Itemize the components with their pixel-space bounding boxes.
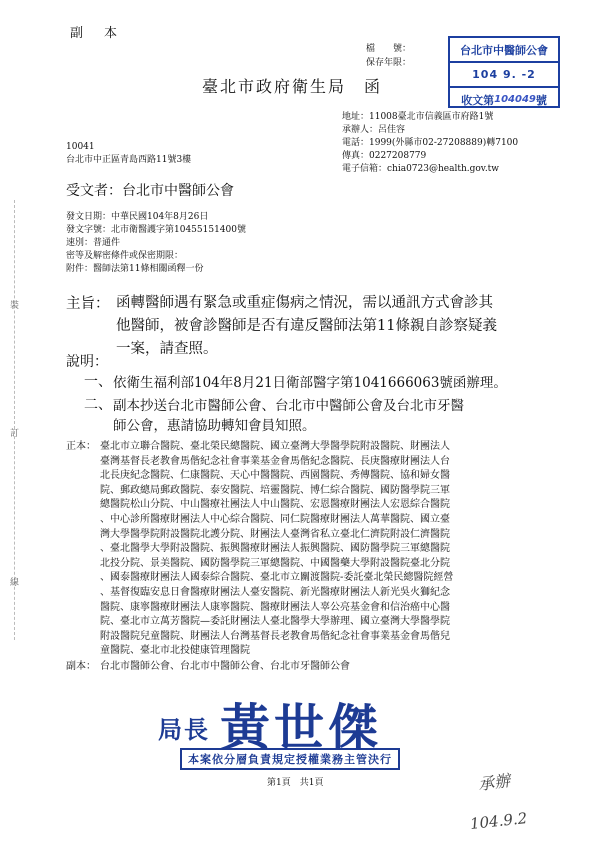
handwritten-note-approve: 承辦 <box>476 770 512 795</box>
binding-mark-middle: 訂 <box>10 429 20 439</box>
recipient-addr: 台北市中正區青島西路11號3樓 <box>66 155 192 165</box>
secrecy: 密等及解密條件或保密期限： <box>66 251 184 261</box>
main-recipient-line: 北長庚紀念醫院、仁康醫院、天心中醫醫院、西園醫院、秀傳醫院、協和婦女醫 <box>100 470 450 482</box>
director-title: 局長 <box>158 715 210 744</box>
sender-handler: 承辦人：呂佳容 <box>342 125 406 135</box>
main-recipient-line: 北投分院、景美醫院、國防醫學院三軍總醫院、中國醫藥大學附設醫院臺北分院 <box>100 557 450 569</box>
handwritten-note-date: 104.9.2 <box>469 809 529 833</box>
issue-date: 發文日期：中華民國104年8月26日 <box>66 212 209 222</box>
main-recipients-list <box>100 440 453 659</box>
receipt-suffix: 號 <box>535 93 547 107</box>
receipt-handwritten-number: 104049 <box>494 94 536 105</box>
sender-email: 電子信箱：chia0723@health.gov.tw <box>342 164 500 174</box>
explanation-item1-num: 一、 <box>84 374 112 390</box>
main-recipient-line: 灣大學醫學院附設醫院北護分院、財團法人臺灣省私立臺北仁濟院附設仁濟醫院 <box>100 528 450 540</box>
receipt-stamp-org: 台北市中醫師公會 <box>450 38 558 63</box>
authority-stamp: 本案依分層負責規定授權業務主管決行 <box>180 748 400 770</box>
subject-label: 主旨： <box>66 296 110 312</box>
main-recipient-line: 院、臺北市立萬芳醫院—委託財團法人臺北醫學大學辦理、國立臺灣大學醫學院 <box>100 616 450 628</box>
receipt-stamp-date: 104 9. -2 <box>450 63 558 88</box>
explanation-item2-line1: 副本抄送台北市醫師公會、台北市中醫師公會及台北市牙醫 <box>113 398 464 414</box>
main-recipient-line: 、中心診所醫療財團法人中心綜合醫院、同仁院醫療財團法人萬華醫院、國立臺 <box>100 513 450 525</box>
subject-body <box>116 292 497 361</box>
page-footer: 第1頁 共1頁 <box>267 778 324 788</box>
recipient-zip: 10041 <box>66 142 95 152</box>
file-number-label: 檔 號： <box>366 44 412 54</box>
explanation-item2-line2: 師公會，惠請協助轉知會員知照。 <box>113 418 316 434</box>
sender-address: 地址：11008臺北市信義區市府路1號 <box>342 112 494 122</box>
main-recipient-line: 臺灣基督長老教會馬偕紀念社會事業基金會馬偕紀念醫院、長庚醫療財團法人台 <box>100 455 450 467</box>
sender-phone: 電話：1999(外縣市02-27208889)轉7100 <box>342 138 519 148</box>
main-recipient-line: 附設醫院兒童醫院、財團法人台灣基督長老教會馬偕紀念社會事業基金會馬偕兒 <box>100 630 450 642</box>
main-recipient-line: 醫院、康寧醫療財團法人康寧醫院、醫療財團法人辜公亮基金會和信治癌中心醫 <box>100 601 450 613</box>
binding-mark-top: 裝 <box>10 301 20 311</box>
subject-line-1: 函轉醫師遇有緊急或重症傷病之情況，需以通訊方式會診其 <box>116 295 493 311</box>
receipt-stamp-number <box>450 88 558 111</box>
retention-label: 保存年限： <box>366 58 412 68</box>
main-recipient-line: 總醫院松山分院、中山醫療社團法人中山醫院、宏恩醫療財團法人宏恩綜合醫院 <box>100 499 450 511</box>
explanation-item2-num: 二、 <box>84 397 112 413</box>
binding-mark-bottom: 線 <box>10 578 20 588</box>
main-recipient-line: 童醫院、臺北市北投健康管理醫院 <box>100 645 250 657</box>
subject-line-2: 他醫師，被會診醫師是否有違反醫師法第11條親自診察疑義 <box>116 318 497 334</box>
cc-list: 台北市醫師公會、台北市中醫師公會、台北市牙醫師公會 <box>100 661 350 672</box>
recipient: 受文者：台北市中醫師公會 <box>66 183 234 199</box>
main-recipient-line: 、臺北醫學大學附設醫院、振興醫療財團法人振興醫院、國防醫學院三軍總醫院 <box>100 543 450 555</box>
director-name: 黃世傑 <box>220 698 382 757</box>
explanation-label: 說明： <box>66 354 108 370</box>
sender-fax: 傳真：0227208779 <box>342 151 427 161</box>
main-recipient-line: 院、郵政總局郵政醫院、泰安醫院、培靈醫院、博仁綜合醫院、國防醫學院三軍 <box>100 484 450 496</box>
main-recipient-line: 、國泰醫療財團法人國泰綜合醫院、臺北市立關渡醫院-委託臺北榮民總醫院經營 <box>100 572 454 584</box>
receipt-stamp <box>448 36 560 108</box>
explanation-item1: 依衛生福利部104年8月21日衛部醫字第1041666063號函辦理。 <box>113 375 507 391</box>
binding-line <box>14 200 16 640</box>
main-recipients-label: 正本： <box>66 441 96 452</box>
cc-label: 副本： <box>66 661 96 672</box>
main-recipient-line: 臺北市立聯合醫院、臺北榮民總醫院、國立臺灣大學醫學院附設醫院、財團法人 <box>100 441 450 452</box>
document-title: 臺北市政府衛生局 函 <box>202 77 383 96</box>
main-recipient-line: 、基督復臨安息日會醫療財團法人臺安醫院、新光醫療財團法人新光吳火獅紀念 <box>100 586 450 598</box>
speed: 速別：普通件 <box>66 238 121 248</box>
attachment: 附件：醫師法第11條相關函釋一份 <box>66 264 204 274</box>
copy-label: 副 本 <box>70 26 122 41</box>
subject-line-3: 一案，請查照。 <box>116 341 218 357</box>
issue-number: 發文字號：北市衛醫護字第10455151400號 <box>66 225 246 235</box>
receipt-prefix: 收文第 <box>461 93 495 107</box>
